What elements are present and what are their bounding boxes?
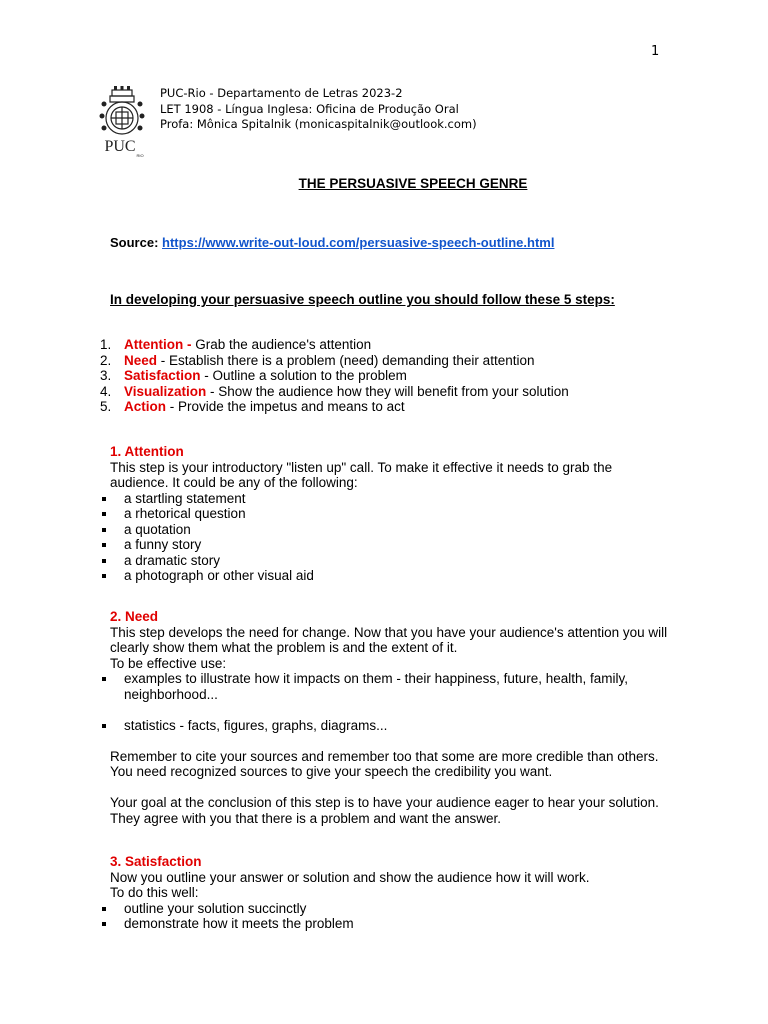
steps-intro: In developing your persuasive speech outline you should follow these 5 steps: [110, 292, 615, 307]
section-paragraph: Remember to cite your sources and remember too that some are more credible than others. You need recognized sources to give your speech the credibility you want. [110, 748, 659, 779]
step-item: 3. Satisfaction - Outline a solution to the problem [100, 368, 407, 383]
puc-rio-logo [96, 86, 148, 160]
satisfaction-bullets [110, 901, 670, 932]
document-title: THE PERSUASIVE SPEECH GENRE [298, 176, 528, 191]
attention-bullets [110, 491, 670, 584]
step-text: Grab the audience's attention [195, 337, 372, 352]
list-item: examples to illustrate how it impacts on them - their happiness, future, health, family, neighborhood... [110, 671, 670, 702]
section-lead: To be effective use: [110, 655, 227, 671]
list-item: a startling statement [110, 491, 670, 507]
section-paragraph: This step develops the need for change. Now that you have your audience's attention you will clearly show them what the problem is and the extent of it. [110, 624, 668, 655]
logo-subtext: RIO [136, 153, 144, 158]
list-item: statistics - facts, figures, graphs, diagrams... [110, 718, 670, 734]
list-item: demonstrate how it meets the problem [110, 916, 670, 932]
section-paragraph: This step is your introductory "listen up" call. To make it effective it needs to grab the audience. It could be any of the following: [110, 459, 613, 490]
step-text: - Outline a solution to the problem [200, 368, 407, 383]
source-line [110, 235, 554, 250]
step-text: - Provide the impetus and means to act [166, 399, 405, 414]
list-item: outline your solution succinctly [110, 901, 670, 917]
header-line-1: PUC-Rio - Departamento de Letras 2023-2 [160, 86, 403, 100]
list-item: a rhetorical question [110, 506, 670, 522]
step-term: Need [124, 352, 161, 368]
satisfaction-section [110, 854, 670, 932]
header-line-2: LET 1908 - Língua Inglesa: Oficina de Produção Oral [160, 101, 459, 116]
course-header [160, 86, 477, 133]
source-label: Source: [110, 235, 159, 250]
list-item: a dramatic story [110, 553, 670, 569]
section-title: 2. Need [110, 609, 159, 624]
step-item: 5. Action - Provide the impetus and means to act [100, 399, 405, 414]
attention-section [110, 444, 670, 584]
step-item: 1. Attention - Grab the audience's attention [100, 337, 372, 352]
step-term: Attention - [124, 337, 196, 352]
list-item: a funny story [110, 537, 670, 553]
step-item: 4. Visualization - Show the audience how they will benefit from your solution [100, 383, 569, 399]
source-link[interactable]: https://www.write-out-loud.com/persuasive-speech-outline.html [162, 235, 555, 250]
section-title: 1. Attention [110, 444, 184, 459]
section-lead: To do this well: [110, 885, 199, 900]
logo-text: PUC [104, 138, 136, 155]
step-item: 2. Need - Establish there is a problem (need) demanding their attention [100, 352, 535, 368]
step-term: Visualization [124, 383, 207, 399]
steps-list [100, 337, 569, 415]
section-paragraph: Now you outline your answer or solution and show the audience how it will work. [110, 869, 590, 885]
step-text: - Show the audience how they will benefit from your solution [206, 383, 569, 399]
step-text: - Establish there is a problem (need) demanding their attention [160, 352, 535, 368]
need-bullets [110, 671, 670, 702]
section-title: 3. Satisfaction [110, 854, 202, 869]
list-item: a photograph or other visual aid [110, 568, 670, 584]
step-term: Action [124, 399, 166, 414]
list-item: a quotation [110, 522, 670, 538]
header-line-3: Profa: Mônica Spitalnik (monicaspitalnik@outlook.com) [160, 117, 477, 131]
page-number: 1 [651, 44, 660, 59]
need-section [110, 609, 670, 826]
section-paragraph: Your goal at the conclusion of this step is to have your audience eager to hear your solution. They agree with you that there is a problem and want the answer. [110, 795, 659, 826]
step-term: Satisfaction [124, 368, 201, 383]
